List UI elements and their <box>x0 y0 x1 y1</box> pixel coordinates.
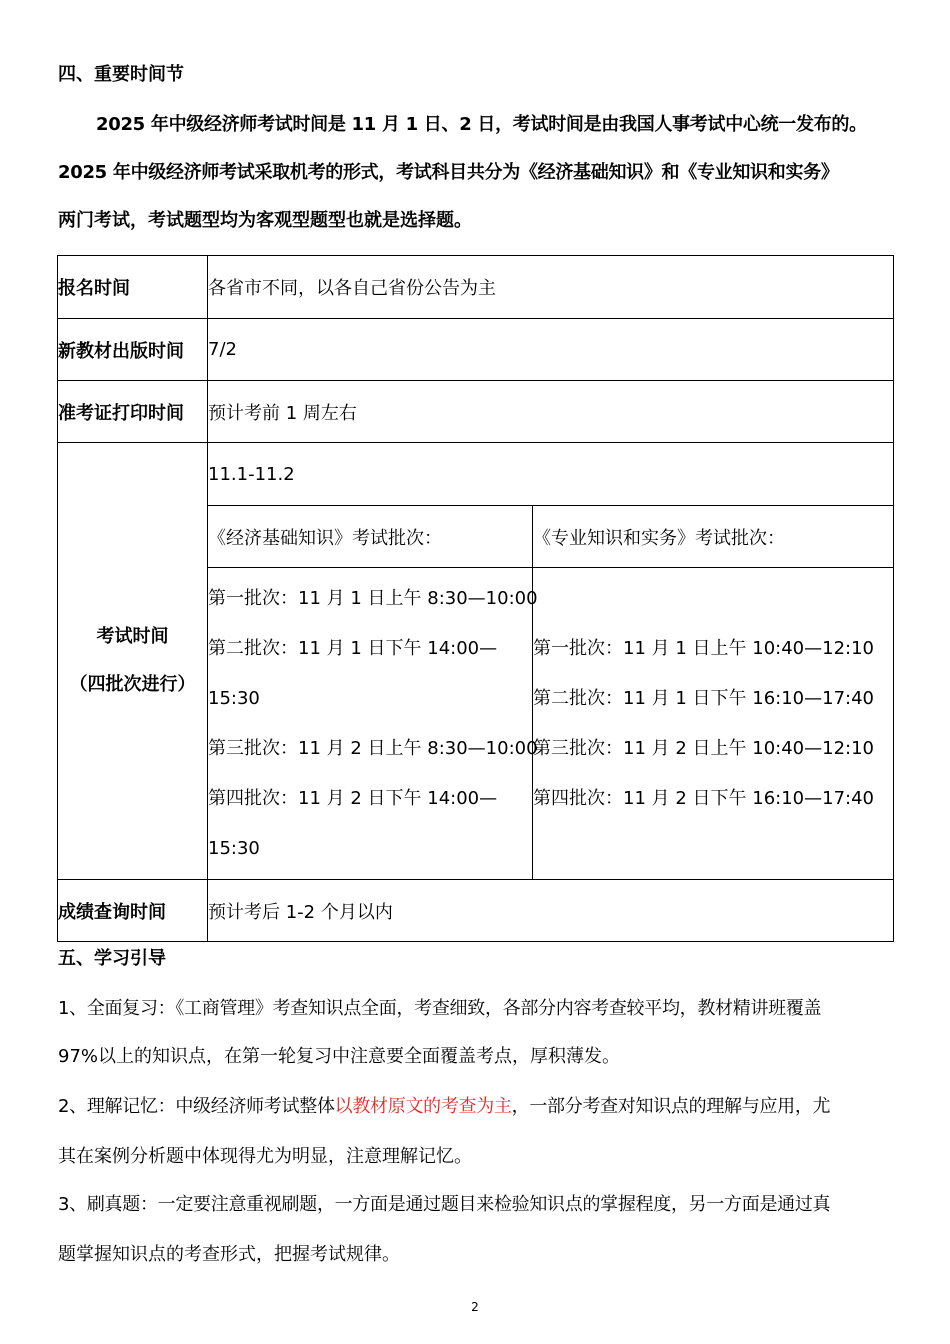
guide-item-2-line-2: 其在案例分析题中体现得尤为明显，注意理解记忆。 <box>58 1146 472 1167</box>
exam-dates-value: 11.1-11.2 <box>208 443 894 506</box>
guide-item-2-line-1 <box>58 1083 898 1131</box>
intro-line-1: 2025 年中级经济师考试时间是 11 月 1 日、2 日，考试时间是由我国人事考试中心统一发布的。 <box>96 114 867 135</box>
list-item: 第三批次：11 月 2 日上午 10:40—12:10 <box>533 737 874 759</box>
list-item: 第一批次：11 月 1 日上午 8:30—10:00 <box>208 587 538 609</box>
guide-item-2-text: 2、理解记忆：中级经济师考试整体 <box>58 1096 335 1117</box>
admission-ticket-label: 准考证打印时间 <box>58 381 208 443</box>
guide-item-1-line-2: 97%以上的知识点，在第一轮复习中注意要全面覆盖考点，厚积薄发。 <box>58 1046 621 1067</box>
guide-item-1-line-1: 1、全面复习：《工商管理》考查知识点全面，考查细致，各部分内容考查较平均，教材精讲班覆盖 <box>58 998 822 1019</box>
exam-time-label-line1: 考试时间 <box>96 626 169 647</box>
guide-item-2-text-after: ，一部分考查对知识点的理解与应用，尤 <box>511 1096 831 1117</box>
score-inquiry-value: 预计考后 1-2 个月以内 <box>208 880 894 942</box>
textbook-release-label: 新教材出版时间 <box>58 319 208 381</box>
economics-basics-batches <box>208 568 538 880</box>
table-row <box>58 880 894 942</box>
list-item: 第四批次：11 月 2 日下午 16:10—17:40 <box>533 787 874 809</box>
textbook-release-value: 7/2 <box>208 319 894 381</box>
economics-basics-batches-header: 《经济基础知识》考试批次： <box>208 506 533 568</box>
table-row <box>58 381 894 443</box>
score-inquiry-label: 成绩查询时间 <box>58 880 208 942</box>
registration-time-label: 报名时间 <box>58 256 208 319</box>
table-row <box>58 443 894 506</box>
page-number: 2 <box>471 1300 479 1314</box>
list-item: 第三批次：11 月 2 日上午 8:30—10:00 <box>208 737 538 759</box>
table-row <box>58 319 894 381</box>
registration-time-value: 各省市不同，以各自己省份公告为主 <box>208 256 894 319</box>
admission-ticket-value: 预计考前 1 周左右 <box>208 381 894 443</box>
guide-item-2-highlight: 以教材原文的考查为主 <box>334 1096 512 1117</box>
guide-item-3-line-2: 题掌握知识点的考查形式，把握考试规律。 <box>58 1244 400 1265</box>
list-item: 第二批次：11 月 1 日下午 14:00— <box>208 637 498 659</box>
exam-time-label-line2: （四批次进行） <box>69 674 196 695</box>
list-item: 15:30 <box>208 837 260 859</box>
schedule-table <box>57 255 894 942</box>
intro-line-2: 2025 年中级经济师考试采取机考的形式，考试科目共分为《经济基础知识》和《专业知识和实务》 <box>58 162 839 183</box>
list-item: 第四批次：11 月 2 日下午 14:00— <box>208 787 498 809</box>
list-item: 第二批次：11 月 1 日下午 16:10—17:40 <box>533 687 874 709</box>
list-item: 15:30 <box>208 687 260 709</box>
section-4-heading: 四、重要时间节 <box>58 64 184 85</box>
table-row <box>58 256 894 319</box>
professional-practice-batches <box>533 568 894 880</box>
guide-item-3-line-1: 3、刷真题：一定要注意重视刷题，一方面是通过题目来检验知识点的掌握程度，另一方面是通过真 <box>58 1194 831 1215</box>
professional-practice-batches-header: 《专业知识和实务》考试批次： <box>533 506 894 568</box>
exam-time-label <box>58 443 208 880</box>
intro-line-3: 两门考试，考试题型均为客观型题型也就是选择题。 <box>58 210 472 231</box>
list-item: 第一批次：11 月 1 日上午 10:40—12:10 <box>533 637 874 659</box>
section-5-heading: 五、学习引导 <box>58 948 166 969</box>
